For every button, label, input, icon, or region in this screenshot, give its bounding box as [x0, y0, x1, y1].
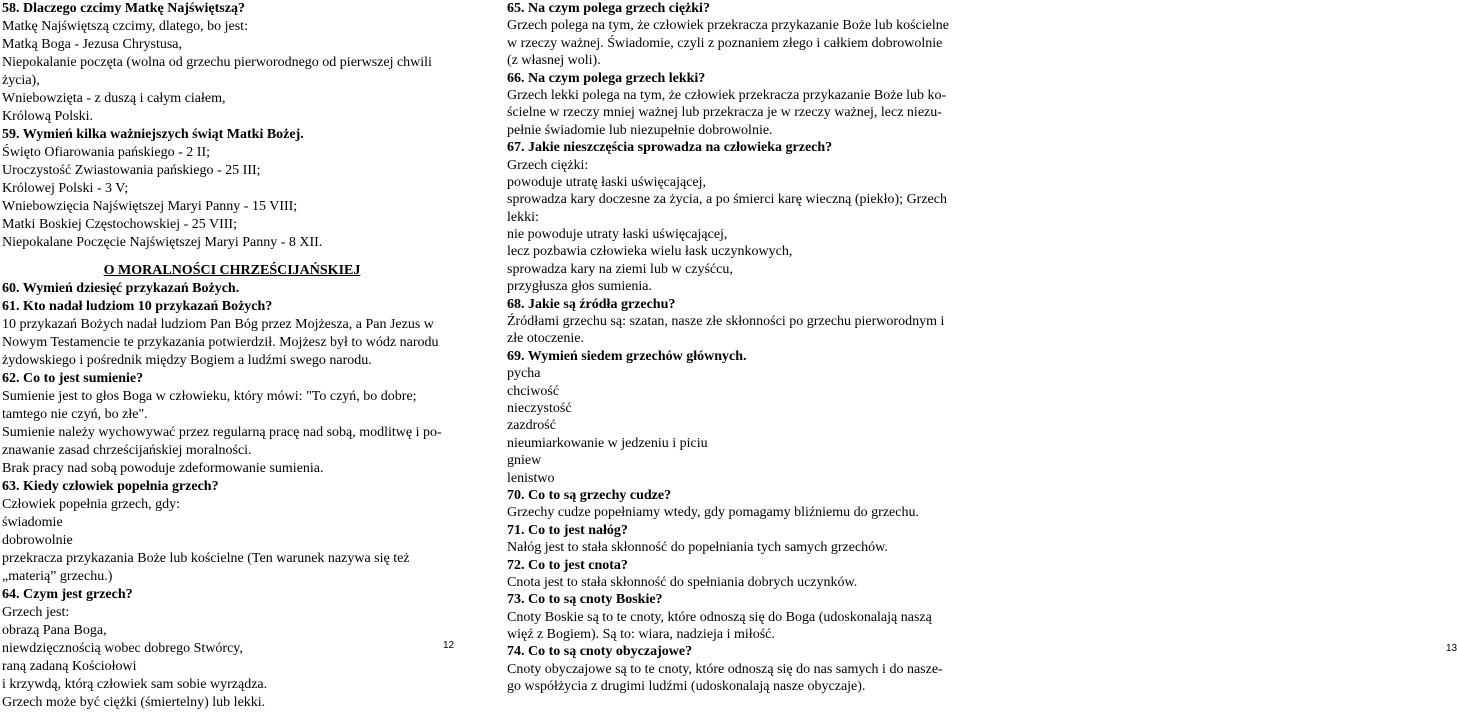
question-heading: 72. Co to jest cnota?	[507, 557, 628, 573]
text-line: Królowej Polski - 3 V;	[2, 181, 129, 196]
text-line: Wniebowzięta - z duszą i całym ciałem,	[2, 91, 226, 106]
text-line: Wniebowzięcia Najświętszej Maryi Panny - 15 VIII;	[2, 199, 298, 214]
page-number: 12	[443, 640, 455, 651]
text-line: raną zadaną Kościołowi	[2, 659, 137, 674]
right-page-text	[507, 0, 960, 696]
text-line: nie powoduje utraty łaski uświęcającej,	[507, 227, 728, 243]
text-line: go współżycia z drugimi ludźmi (udoskonalają nasze obyczaje).	[507, 679, 866, 695]
text-line: sprowadza kary doczesne za życia, a po śmierci karę wieczną (piekło); Grzech	[507, 192, 947, 208]
text-line: ścielne w rzeczy mniej ważnej lub przekracza je w rzeczy ważnej, lecz niezu-	[507, 105, 942, 121]
question-heading: 73. Co to są cnoty Boskie?	[507, 592, 663, 608]
question-heading: 67. Jakie nieszczęścia sprowadza na człowieka grzech?	[507, 140, 833, 156]
question-heading: 69. Wymień siedem grzechów głównych.	[507, 348, 747, 364]
text-line: żydowskiego i pośrednik między Bogiem a ludźmi swego narodu.	[2, 353, 372, 368]
section-heading: O MORALNOŚCI CHRZEŚCIJAŃSKIEJ	[103, 263, 361, 278]
text-line: Grzech lekki polega na tym, że człowiek przekracza przykazanie Boże lub ko-	[507, 87, 947, 103]
question-heading: 71. Co to jest nałóg?	[507, 522, 628, 538]
text-line: pycha	[507, 366, 541, 382]
text-line: Matką Boga - Jezusa Chrystusa,	[2, 37, 183, 52]
text-line: Niepokalanie poczęta (wolna od grzechu pierworodnego od pierwszej chwili	[2, 55, 432, 70]
text-line: Nowym Testamencie te przykazania potwierdził. Mojżesz był to wódz narodu	[2, 335, 439, 350]
text-line: dobrowolnie	[2, 533, 73, 548]
text-line: chciwość	[507, 383, 560, 399]
text-line: przygłusza głos sumienia.	[507, 279, 653, 295]
text-line: (z własnej woli).	[507, 53, 601, 69]
question-heading: 66. Na czym polega grzech lekki?	[507, 70, 706, 86]
right-page	[507, 0, 1457, 695]
question-heading: 64. Czym jest grzech?	[2, 587, 133, 602]
text-line: nieczystość	[507, 400, 572, 416]
text-line: przekracza przykazania Boże lub kościelne (Ten warunek nazywa się też	[2, 551, 410, 566]
question-heading: 62. Co to jest sumienie?	[2, 371, 144, 386]
text-line: Sumienie jest to głos Boga w człowieku, który mówi: "To czyń, bo dobre;	[2, 389, 417, 404]
text-line: życia),	[2, 73, 40, 88]
text-line: lecz pozbawia człowieka wielu łask uczynkowych,	[507, 244, 793, 260]
text-line: pełnie świadomie lub niezupełnie dobrowolnie.	[507, 122, 773, 138]
text-line: Matki Boskiej Częstochowskiej - 25 VIII;	[2, 217, 237, 232]
text-line: sprowadza kary na ziemi lub w czyśćcu,	[507, 261, 733, 277]
text-line: Cnoty Boskie są to te cnoty, które odnoszą się do Boga (udoskonalają naszą	[507, 609, 932, 625]
text-line: Człowiek popełnia grzech, gdy:	[2, 497, 181, 512]
text-line: „materią” grzechu.)	[2, 569, 113, 584]
text-line: obrazą Pana Boga,	[2, 623, 107, 638]
left-page	[0, 0, 470, 710]
question-heading: 74. Co to są cnoty obyczajowe?	[507, 644, 693, 660]
question-heading: 70. Co to są grzechy cudze?	[507, 487, 672, 503]
question-heading: 60. Wymień dziesięć przykazań Bożych.	[2, 281, 240, 296]
text-line: Brak pracy nad sobą powoduje zdeformowanie sumienia.	[2, 461, 324, 476]
text-line: tamtego nie czyń, bo złe".	[2, 407, 148, 422]
text-line: Grzechy cudze popełniamy wtedy, gdy pomagamy bliźniemu do grzechu.	[507, 505, 919, 521]
text-line: świadomie	[2, 515, 63, 530]
text-line: Uroczystość Zwiastowania pańskiego - 25 III;	[2, 163, 261, 178]
text-line: Źródłami grzechu są: szatan, nasze złe skłonności po grzechu pierworodnym i	[507, 314, 945, 330]
text-line: niewdzięcznością wobec dobrego Stwórcy,	[2, 641, 243, 656]
text-line: lekki:	[507, 209, 539, 225]
text-line: 10 przykazań Bożych nadał ludziom Pan Bóg przez Mojżesza, a Pan Jezus w	[2, 317, 434, 332]
question-heading: 63. Kiedy człowiek popełnia grzech?	[2, 479, 219, 494]
text-line: gniew	[507, 453, 542, 469]
text-line: Cnota jest to stała skłonność do spełniania dobrych uczynków.	[507, 574, 858, 590]
text-line: Matkę Najświętszą czcimy, dlatego, bo jest:	[2, 19, 248, 34]
text-line: Grzech może być ciężki (śmiertelny) lub lekki.	[2, 695, 266, 710]
page-number: 13	[1446, 643, 1457, 654]
question-heading: 59. Wymień kilka ważniejszych świąt Matki Bożej.	[2, 127, 304, 142]
text-line: nieumiarkowanie w jedzeniu i piciu	[507, 435, 708, 451]
text-line: Królową Polski.	[2, 109, 93, 124]
text-line: Grzech jest:	[2, 605, 70, 620]
text-line: Święto Ofiarowania pańskiego - 2 II;	[2, 145, 210, 160]
text-line: Grzech ciężki:	[507, 157, 589, 173]
text-line: znawanie zasad chrześcijańskiej moralności.	[2, 443, 252, 458]
question-heading: 58. Dlaczego czcimy Matkę Najświętszą?	[2, 1, 245, 16]
text-line: powoduje utratę łaski uświęcającej,	[507, 174, 707, 190]
question-heading: 61. Kto nadał ludziom 10 przykazań Bożych?	[2, 299, 273, 314]
question-heading: 68. Jakie są źródła grzechu?	[507, 296, 676, 312]
text-line: w rzeczy ważnej. Świadomie, czyli z poznaniem złego i całkiem dobrowolnie	[507, 35, 943, 51]
text-line: Nałóg jest to stała skłonność do popełniania tych samych grzechów.	[507, 540, 888, 556]
text-line: i krzywdą, którą człowiek sam sobie wyrządza.	[2, 677, 268, 692]
text-line: Sumienie należy wychowywać przez regularną pracę nad sobą, modlitwę i po-	[2, 425, 442, 440]
question-heading: 65. Na czym polega grzech ciężki?	[507, 1, 710, 16]
text-line: złe otoczenie.	[507, 331, 584, 347]
text-line: Cnoty obyczajowe są to te cnoty, które odnoszą się do nas samych i do nasze-	[507, 661, 943, 677]
text-line: Niepokalane Poczęcie Najświętszej Maryi Panny - 8 XII.	[2, 235, 323, 250]
text-line: lenistwo	[507, 470, 555, 486]
text-line: więź z Bogiem). Są to: wiara, nadzieja i miłość.	[507, 627, 775, 643]
text-line: Grzech polega na tym, że człowiek przekracza przykazanie Boże lub kościelne	[507, 18, 949, 34]
left-page-text	[2, 0, 462, 712]
text-line: zazdrość	[507, 418, 556, 434]
